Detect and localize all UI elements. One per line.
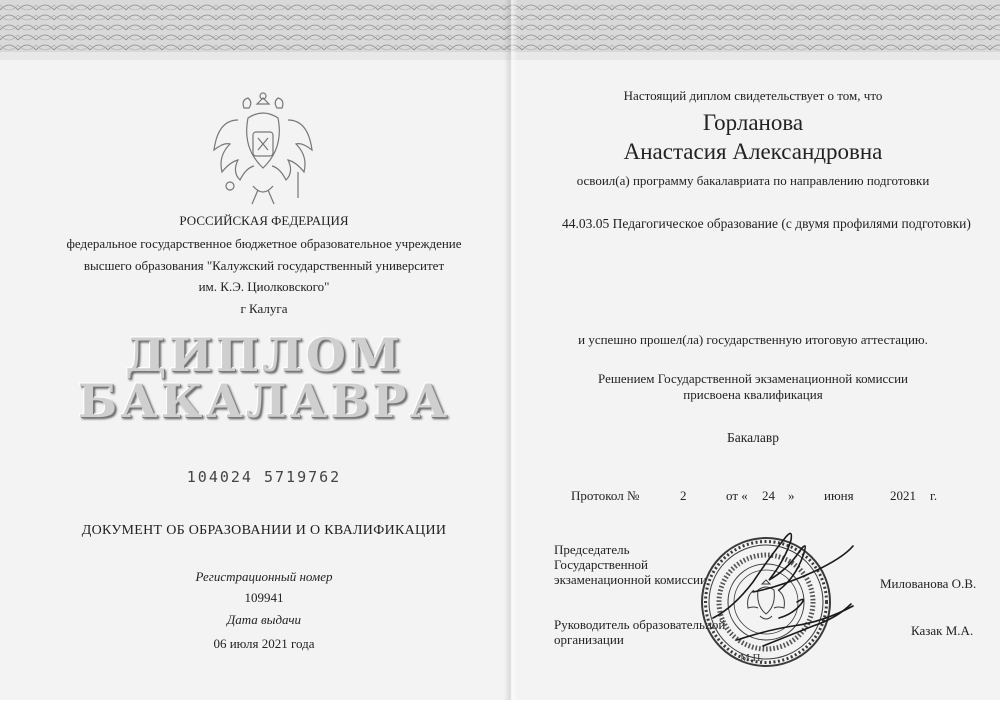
- graduate-surname: Горланова: [702, 110, 804, 135]
- diploma-title-line-2: БАКАЛАВРА: [77, 374, 451, 428]
- chair-title-line-2: Государственной: [554, 557, 649, 572]
- protocol-month: июня: [824, 488, 854, 503]
- handwritten-signature: [693, 522, 873, 662]
- issue-date-label: Дата выдачи: [226, 612, 302, 627]
- protocol-year-suffix: г.: [930, 488, 938, 503]
- qualification: Бакалавр: [726, 430, 780, 445]
- protocol-number: 2: [680, 488, 687, 503]
- institution-line-2: высшего образования "Калужский государственный университет: [83, 258, 445, 273]
- chair-title-line-1: Председатель: [554, 542, 630, 557]
- seal-initials: М.П.: [740, 652, 764, 664]
- protocol-year: 2021: [890, 488, 916, 503]
- right-page: [518, 60, 988, 700]
- diploma-title-line-1: ДИПЛОМ: [125, 328, 403, 382]
- protocol-date-close: »: [788, 488, 795, 503]
- institution-city: г Калуга: [240, 301, 288, 316]
- decision-line-2: присвоена квалификация: [683, 387, 823, 402]
- russian-coat-of-arms-emblem: [208, 90, 318, 208]
- diploma-serial-number: 104024 5719762: [186, 468, 342, 486]
- institution-line-3: им. К.Э. Циолковского": [198, 279, 330, 294]
- country-name: РОССИЙСКАЯ ФЕДЕРАЦИЯ: [179, 213, 349, 228]
- page-fold: [504, 0, 518, 727]
- attestation-text: и успешно прошел(ла) государственную итоговую аттестацию.: [578, 332, 928, 347]
- registration-number: 109941: [244, 590, 284, 605]
- registration-label: Регистрационный номер: [195, 569, 333, 584]
- intro-text: Настоящий диплом свидетельствует о том, что: [623, 88, 883, 103]
- institution-line-1: федеральное государственное бюджетное образовательное учреждение: [66, 236, 462, 251]
- decision-line-1: Решением Государственной экзаменационной комиссии: [598, 371, 908, 386]
- guilloche-border: [0, 0, 1000, 60]
- program-name: 44.03.05 Педагогическое образование (с двумя профилями подготовки): [562, 216, 971, 231]
- protocol-label: Протокол №: [571, 488, 640, 503]
- protocol-day: 24: [762, 488, 775, 503]
- graduate-given-names: Анастасия Александровна: [623, 139, 883, 164]
- head-title-line-1: Руководитель образовательной: [554, 617, 726, 632]
- document-type: ДОКУМЕНТ ОБ ОБРАЗОВАНИИ И О КВАЛИФИКАЦИИ: [81, 523, 447, 538]
- head-title-line-2: организации: [554, 632, 624, 647]
- issue-date: 06 июля 2021 года: [213, 636, 315, 651]
- head-name: Казак М.А.: [911, 623, 974, 638]
- chair-name: Милованова О.В.: [880, 576, 977, 591]
- left-page: [24, 60, 504, 700]
- protocol-date-open: от «: [726, 488, 748, 503]
- chair-title-line-3: экзаменационной комиссии: [554, 572, 707, 587]
- program-intro: освоил(а) программу бакалавриата по направлению подготовки: [576, 173, 930, 188]
- scan-bottom-margin: [0, 700, 1000, 727]
